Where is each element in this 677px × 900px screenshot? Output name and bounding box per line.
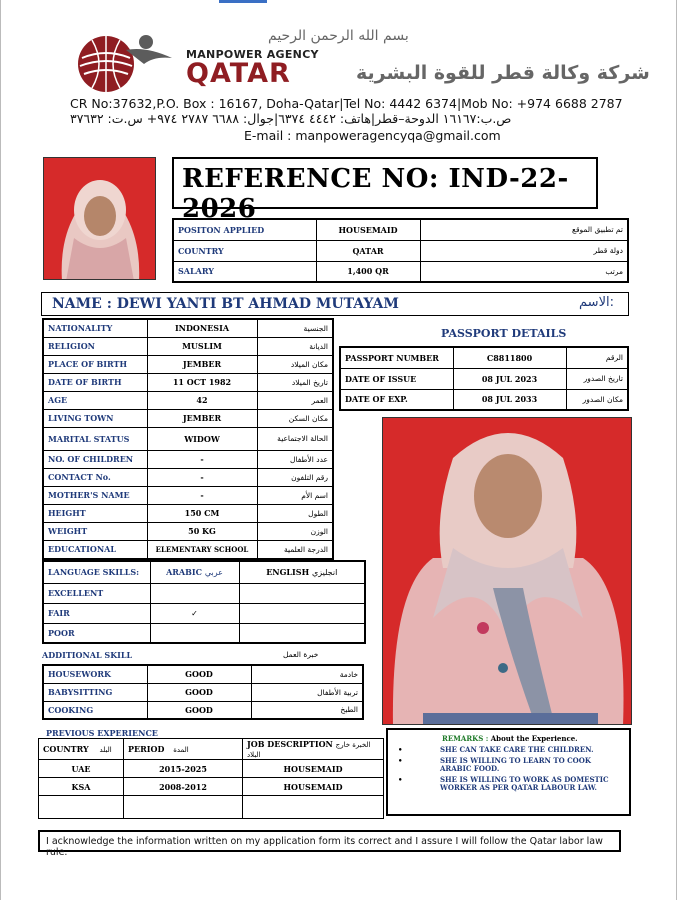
personal-label: NO. OF CHILDREN (43, 450, 147, 468)
table-row (39, 796, 384, 819)
table-row (340, 347, 628, 368)
issue-date-label-ar: تاريخ الصدور (566, 368, 628, 389)
table-row (43, 701, 363, 719)
exp-country: KSA (39, 778, 124, 796)
personal-label: HEIGHT (43, 504, 147, 522)
remarks-heading (442, 734, 578, 743)
table-row (340, 368, 628, 389)
personal-value: 42 (147, 391, 257, 409)
position-value: HOUSEMAID (316, 219, 420, 240)
passport-table (339, 346, 629, 411)
country-header (39, 739, 124, 760)
personal-label: AGE (43, 391, 147, 409)
personal-value: - (147, 486, 257, 504)
table-row (43, 522, 333, 540)
personal-label-ar: الطول (257, 504, 333, 522)
country-header-ar: البلد (99, 746, 112, 754)
poor-english (239, 623, 365, 643)
table-row (43, 486, 333, 504)
babysitting-label: BABYSITTING (43, 683, 147, 701)
personal-label: DATE OF BIRTH (43, 373, 147, 391)
position-table (172, 218, 629, 283)
personal-value: - (147, 468, 257, 486)
period-header (124, 739, 243, 760)
personal-label: WEIGHT (43, 522, 147, 540)
personal-label: PLACE OF BIRTH (43, 355, 147, 373)
remarks-list (398, 746, 622, 795)
exp-period (124, 796, 243, 819)
personal-label-ar: اسم الأم (257, 486, 333, 504)
personal-label-ar: عدد الأطفال (257, 450, 333, 468)
country-label-ar: دولة قطر (420, 240, 628, 261)
contact-line-ar: ص.ب:١٦١٦٧ الدوحة–قطر|هاتف: ٤٤٤٢ ٦٣٧٤|جوال: ٦٦٨٨ ٢٧٨٧ ٩٧٤+ س.ت: ٣٧٦٣٢ (70, 111, 512, 126)
personal-label: EDUCATIONAL (43, 540, 147, 559)
applicant-name: NAME : DEWI YANTI BT AHMAD MUTAYAM (52, 296, 399, 312)
fair-english (239, 603, 365, 623)
name-label-ar: الاسم: (579, 295, 614, 310)
table-row (43, 373, 333, 391)
passport-number-label-ar: الرقم (566, 347, 628, 368)
table-row (173, 219, 628, 240)
fair-label: FAIR (43, 603, 150, 623)
passport-number-value: C8811800 (453, 347, 566, 368)
job-header-label: JOB DESCRIPTION (247, 739, 333, 749)
table-row (43, 561, 365, 583)
table-row (43, 683, 363, 701)
excellent-english (239, 583, 365, 603)
expiry-date-label: DATE OF EXP. (340, 389, 453, 410)
personal-value: WIDOW (147, 427, 257, 450)
exp-job (243, 796, 384, 819)
exp-country: UAE (39, 760, 124, 778)
personal-value: ELEMENTARY SCHOOL (147, 540, 257, 559)
remarks-title: REMARKS : (442, 734, 489, 743)
language-skills-header: LANGUAGE SKILLS: (43, 561, 150, 583)
personal-value: INDONESIA (147, 319, 257, 337)
salary-label-ar: مرتب (420, 261, 628, 282)
personal-label-ar: الحالة الاجتماعية (257, 427, 333, 450)
language-skills-table (42, 560, 366, 644)
english-label-ar: انجليزي (311, 568, 338, 578)
table-row (43, 603, 365, 623)
table-row (43, 319, 333, 337)
issue-date-value: 08 JUL 2023 (453, 368, 566, 389)
personal-value: MUSLIM (147, 337, 257, 355)
position-label-ar: تم تطبيق الموقع (420, 219, 628, 240)
table-row (39, 778, 384, 796)
personal-label: MARITAL STATUS (43, 427, 147, 450)
agency-name-en: MANPOWER AGENCY (186, 48, 319, 61)
table-row (43, 391, 333, 409)
personal-value: 150 CM (147, 504, 257, 522)
position-label: POSITON APPLIED (173, 219, 316, 240)
job-header (243, 739, 384, 760)
personal-label-ar: مكان الميلاد (257, 355, 333, 373)
job-header-ar: الخبرة خارج البلاد (247, 741, 371, 759)
agency-logo-icon (68, 28, 176, 94)
remarks-subtitle: About the Experience. (490, 734, 578, 743)
poor-label: POOR (43, 623, 150, 643)
arabic-header (150, 561, 239, 583)
personal-value: JEMBER (147, 355, 257, 373)
personal-label: LIVING TOWN (43, 409, 147, 427)
table-row (43, 665, 363, 683)
personal-label-ar: الوزن (257, 522, 333, 540)
list-item: • SHE IS WILLING TO WORK AS DOMESTIC WORKER AS PER QATAR LABOUR LAW. (398, 776, 622, 792)
expiry-date-value: 08 JUL 2033 (453, 389, 566, 410)
country-label: COUNTRY (173, 240, 316, 261)
table-row (43, 409, 333, 427)
name-bar (41, 292, 629, 316)
period-header-label: PERIOD (128, 744, 165, 754)
passport-number-label: PASSPORT NUMBER (340, 347, 453, 368)
babysitting-label-ar: تربية الأطفال (251, 683, 363, 701)
housework-label: HOUSEWORK (43, 665, 147, 683)
fair-arabic-check: ✓ (150, 603, 239, 623)
agency-name-qatar: QATAR (186, 58, 291, 89)
table-row (43, 427, 333, 450)
issue-date-label: DATE OF ISSUE (340, 368, 453, 389)
country-header-label: COUNTRY (43, 744, 89, 754)
previous-experience-title: PREVIOUS EXPERIENCE (46, 728, 158, 738)
personal-label: MOTHER'S NAME (43, 486, 147, 504)
remarks-box (386, 728, 631, 816)
personal-details-table (42, 318, 334, 560)
cooking-value: GOOD (147, 701, 251, 719)
arabic-label: ARABIC (166, 567, 203, 578)
table-row (43, 355, 333, 373)
basmala-text: بسم الله الرحمن الرحيم (268, 28, 409, 44)
table-row (173, 261, 628, 282)
personal-label: NATIONALITY (43, 319, 147, 337)
personal-value: 11 OCT 1982 (147, 373, 257, 391)
additional-skill-table (42, 664, 364, 720)
additional-skill-title-ar: خبرة العمل (283, 650, 319, 659)
exp-period: 2015-2025 (124, 760, 243, 778)
list-item: • SHE IS WILLING TO LEARN TO COOK ARABIC FOOD. (398, 757, 622, 773)
personal-label-ar: الديانة (257, 337, 333, 355)
table-row (340, 389, 628, 410)
table-row (43, 337, 333, 355)
housework-label-ar: خادمة (251, 665, 363, 683)
exp-job: HOUSEMAID (243, 760, 384, 778)
personal-label: CONTACT No. (43, 468, 147, 486)
personal-label-ar: مكان السكن (257, 409, 333, 427)
acknowledgement: I acknowledge the information written on my application form its correct and I assure I will follow the Qatar labor law rule. (38, 830, 621, 852)
contact-email: E-mail : manpoweragencyqa@gmail.com (244, 128, 501, 143)
country-value: QATAR (316, 240, 420, 261)
excellent-arabic (150, 583, 239, 603)
period-header-ar: المدة (173, 746, 189, 754)
exp-period: 2008-2012 (124, 778, 243, 796)
reference-number-box (172, 157, 598, 224)
personal-label-ar: الدرجة العلمية (257, 540, 333, 559)
housework-value: GOOD (147, 665, 251, 683)
top-accent-line (219, 0, 267, 3)
table-row (39, 739, 384, 760)
personal-label-ar: العمر (257, 391, 333, 409)
table-row (39, 760, 384, 778)
reference-number: REFERENCE NO: IND-22-2026 (182, 164, 569, 224)
table-row (43, 623, 365, 643)
salary-value: 1,400 QR (316, 261, 420, 282)
personal-label-ar: الجنسية (257, 319, 333, 337)
salary-label: SALARY (173, 261, 316, 282)
arabic-label-ar: عربي (204, 568, 223, 578)
excellent-label: EXCELLENT (43, 583, 150, 603)
personal-value: 50 KG (147, 522, 257, 540)
personal-value: JEMBER (147, 409, 257, 427)
exp-country (39, 796, 124, 819)
english-header (239, 561, 365, 583)
contact-line-en: CR No:37632,P.O. Box : 16167, Doha-Qatar|Tel No: 4442 6374|Mob No: +974 6688 2787 (70, 96, 623, 111)
table-row (43, 504, 333, 522)
exp-job: HOUSEMAID (243, 778, 384, 796)
personal-value: - (147, 450, 257, 468)
applicant-photo-large (382, 417, 632, 725)
table-row (43, 468, 333, 486)
table-row (43, 540, 333, 559)
experience-table (38, 738, 384, 819)
additional-skill-title: ADDITIONAL SKILL (42, 650, 133, 660)
cooking-label-ar: الطبخ (251, 701, 363, 719)
agency-name-ar: شركة وكالة قطر للقوة البشرية (356, 62, 650, 84)
personal-label: RELIGION (43, 337, 147, 355)
list-item: • SHE CAN TAKE CARE THE CHILDREN. (398, 746, 622, 754)
applicant-photo-small (43, 157, 156, 280)
english-label: ENGLISH (266, 567, 310, 578)
personal-label-ar: تاريخ الميلاد (257, 373, 333, 391)
table-row (43, 583, 365, 603)
passport-details-title: PASSPORT DETAILS (441, 327, 567, 340)
table-row (173, 240, 628, 261)
table-row (43, 450, 333, 468)
expiry-date-label-ar: مكان الصدور (566, 389, 628, 410)
poor-arabic (150, 623, 239, 643)
babysitting-value: GOOD (147, 683, 251, 701)
personal-label-ar: رقم التلفون (257, 468, 333, 486)
cooking-label: COOKING (43, 701, 147, 719)
